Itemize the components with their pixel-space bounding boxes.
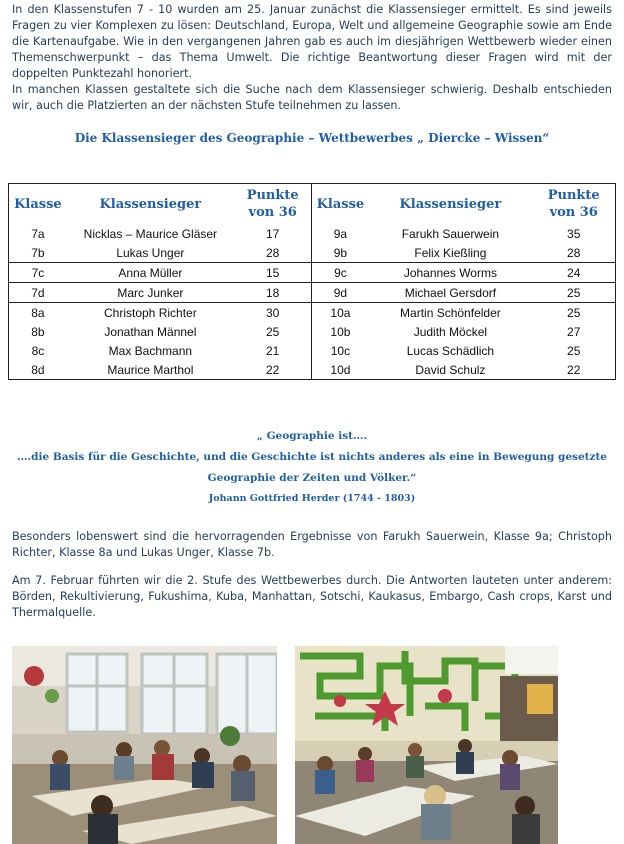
name-cell: Farukh Sauerwein	[401, 226, 500, 241]
points-cell: 35	[567, 226, 581, 241]
name-cell: Nicklas – Maurice Gläser	[83, 226, 218, 241]
name-cell: Martin Schönfelder	[368, 303, 532, 323]
header-punkte-right	[532, 184, 615, 225]
class-cell: 9a	[312, 224, 368, 243]
class-cell: 10c	[312, 341, 368, 360]
intro-paragraph-1: In den Klassenstufen 7 - 10 wurden am 25. Januar zunächst die Klassensieger ermittelt. Es sind jeweils Fragen zu vier Komplexen zu lösen: Deutschland, Europa, Welt und allgemeine Geographie sowie am Ende die Kartenaufgabe. Wie in den vergangenen Jahren gab es auch im diesjährigen Wettbewerb wieder einen Themenschwerpunkt – das Thema Umwelt. Die richtige Beantwortung dieser Fragen wird mit der doppelten Punktezahl honoriert.	[12, 3, 612, 80]
points-cell: 25	[266, 324, 280, 339]
header-sieger-left: Klassensieger	[99, 196, 202, 212]
intro-paragraph-2: In manchen Klassen gestaltete sich die Suche nach dem Klassensieger schwierig. Deshalb entschieden wir, auch die Platzierten an der nächsten Stufe teilnehmen zu lassen.	[12, 83, 612, 112]
class-cell: 7b	[31, 245, 45, 260]
points-cell: 18	[234, 283, 312, 303]
outro-paragraph-2: Am 7. Februar führten wir die 2. Stufe des Wettbewerbes durch. Die Antworten lauteten unter anderem: Börden, Rekultivierung, Fukushima, Kuba, Manhattan, Sotschi, Kaukasus, Embargo, Cash crops, Karst und Thermalquelle.	[12, 574, 612, 619]
results-table	[8, 183, 616, 380]
table-row	[9, 322, 616, 341]
name-cell: Marc Junker	[67, 283, 234, 303]
class-cell: 7d	[9, 283, 67, 303]
header-punkte-left	[234, 184, 312, 225]
points-cell: 22	[266, 362, 280, 377]
table-header-row	[9, 184, 616, 225]
class-cell: 10b	[312, 322, 368, 341]
class-cell: 9c	[312, 263, 368, 283]
table-title: Die Klassensieger des Geographie – Wettbewerbes „ Diercke – Wissen“	[74, 131, 550, 145]
points-cell: 28	[266, 245, 280, 260]
class-cell: 9b	[312, 243, 368, 263]
points-cell: 17	[266, 226, 280, 241]
header-klasse-left: Klasse	[14, 196, 62, 212]
quote-line-3: Geographie der Zeiten und Völker.“	[207, 472, 417, 484]
points-cell: 15	[234, 263, 312, 283]
points-cell: 27	[567, 324, 581, 339]
quote-author: Johann Gottfried Herder (1744 - 1803)	[208, 493, 416, 504]
header-punkte-left-line2: von 36	[248, 205, 297, 220]
table-row	[9, 303, 616, 323]
header-sieger-right: Klassensieger	[399, 196, 502, 212]
table-row	[9, 360, 616, 380]
name-cell: Michael Gersdorf	[368, 283, 532, 303]
points-cell: 25	[567, 343, 581, 358]
points-cell: 22	[567, 362, 581, 377]
class-cell: 8c	[31, 343, 45, 358]
class-cell: 8b	[31, 324, 45, 339]
name-cell: Maurice Marthol	[107, 362, 194, 377]
quote-line-2: ….die Basis für die Geschichte, und die Geschichte ist nichts anderes als eine in Bewegung gesetzte	[17, 451, 607, 463]
class-cell: 8a	[9, 303, 67, 323]
header-punkte-left-line1: Punkte	[246, 188, 299, 203]
table-row	[9, 263, 616, 283]
header-punkte-right-line1: Punkte	[547, 188, 600, 203]
name-cell: David Schulz	[415, 362, 486, 377]
header-klasse-right: Klasse	[312, 184, 368, 225]
name-cell: Felix Kießling	[414, 245, 487, 260]
class-cell: 10d	[312, 360, 368, 380]
table-row	[9, 224, 616, 243]
class-cell: 7a	[31, 226, 45, 241]
name-cell: Johannes Worms	[368, 263, 532, 283]
class-cell: 7c	[9, 263, 67, 283]
header-punkte-right-line2: von 36	[549, 205, 598, 220]
classroom-photo-right	[295, 646, 558, 844]
points-cell: 24	[532, 263, 615, 283]
points-cell: 21	[266, 343, 280, 358]
classroom-photo-left	[12, 646, 277, 844]
points-cell: 25	[532, 283, 615, 303]
table-row	[9, 243, 616, 263]
table-row	[9, 283, 616, 303]
name-cell: Judith Möckel	[413, 324, 488, 339]
points-cell: 30	[234, 303, 312, 323]
name-cell: Max Bachmann	[108, 343, 193, 358]
class-cell: 10a	[312, 303, 368, 323]
quote-line-1: „ Geographie ist….	[256, 430, 368, 442]
class-cell: 9d	[312, 283, 368, 303]
name-cell: Christoph Richter	[67, 303, 234, 323]
points-cell: 25	[532, 303, 615, 323]
table-row	[9, 341, 616, 360]
name-cell: Lucas Schädlich	[406, 343, 495, 358]
name-cell: Anna Müller	[67, 263, 234, 283]
name-cell: Jonathan Männel	[104, 324, 197, 339]
name-cell: Lukas Unger	[116, 245, 185, 260]
class-cell: 8d	[31, 362, 45, 377]
outro-paragraph-1: Besonders lobenswert sind die hervorragenden Ergebnisse von Farukh Sauerwein, Klasse 9a; Christoph Richter, Klasse 8a und Lukas Unger, Klasse 7b.	[12, 530, 612, 559]
points-cell: 28	[567, 245, 581, 260]
